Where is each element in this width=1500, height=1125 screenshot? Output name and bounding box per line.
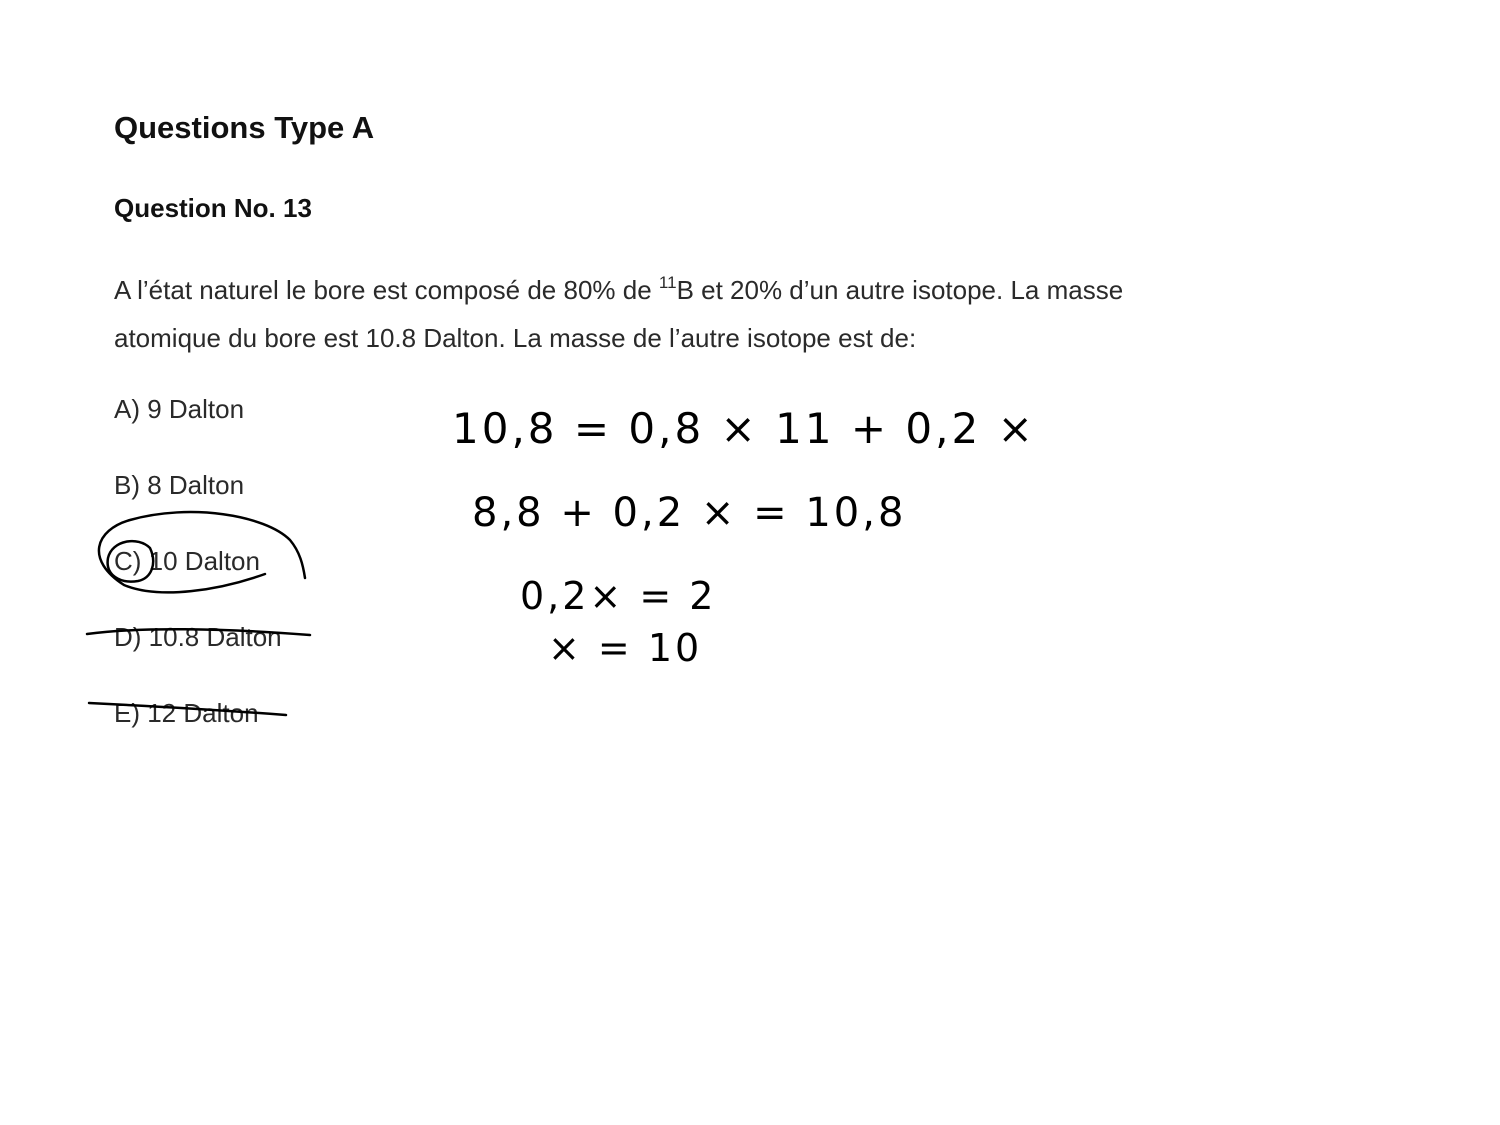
section-title: Questions Type A [114,110,375,145]
question-line1-end: B et 20% d’un autre isotope. La masse [676,275,1124,305]
handwritten-equation-3: 0,2× = 2 [520,574,717,618]
question-line2: atomique du bore est 10.8 Dalton. La masse de l’autre isotope est de: [114,323,917,353]
option-c[interactable]: C) 10 Dalton [114,546,260,576]
handwritten-equation-4: × = 10 [548,626,703,670]
question-line1-start: A l’état naturel le bore est composé de 80% de [114,275,659,305]
handwritten-equation-2: 8,8 + 0,2 × = 10,8 [472,490,907,536]
isotope-superscript: 11 [658,273,677,292]
question-title: Question No. 13 [114,193,312,223]
question-text [114,266,1374,362]
option-a[interactable]: A) 9 Dalton [114,394,245,424]
option-b[interactable]: B) 8 Dalton [114,470,245,500]
option-e[interactable]: E) 12 Dalton [114,698,259,728]
handwritten-equation-1: 10,8 = 0,8 × 11 + 0,2 × [452,404,1036,453]
option-d[interactable]: D) 10.8 Dalton [114,622,282,652]
